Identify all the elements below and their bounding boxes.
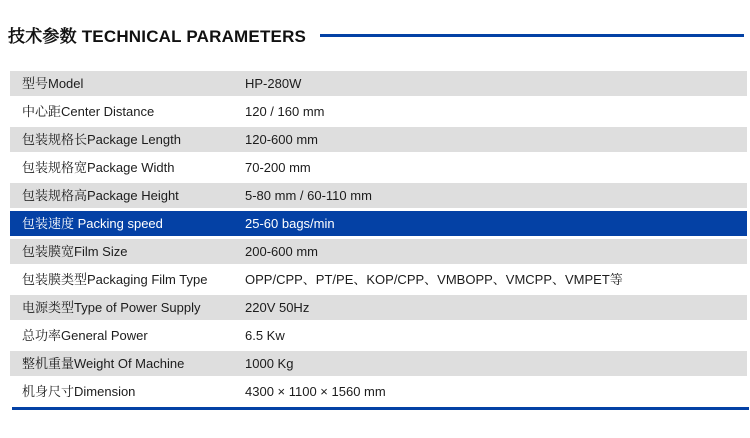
- page-title: 技术参数 TECHNICAL PARAMETERS: [8, 27, 307, 46]
- spec-value: 25-60 bags/min: [245, 216, 335, 231]
- table-row: [10, 379, 747, 404]
- table-row: [10, 183, 747, 208]
- spec-value: 5-80 mm / 60-110 mm: [245, 188, 372, 203]
- spec-label: 包装膜类型Packaging Film Type: [22, 272, 208, 287]
- spec-value: 6.5 Kw: [245, 328, 285, 343]
- table-row: [10, 323, 747, 348]
- table-row-highlighted: [10, 211, 747, 236]
- spec-label: 机身尺寸Dimension: [22, 384, 136, 399]
- table-bottom-line: [12, 407, 749, 410]
- spec-label: 中心距Center Distance: [22, 104, 155, 119]
- spec-label: 包装膜宽Film Size: [22, 244, 128, 259]
- spec-label: 包装规格长Package Length: [22, 132, 181, 147]
- spec-value: 120-600 mm: [245, 132, 318, 147]
- table-row: [10, 127, 747, 152]
- spec-value: 220V 50Hz: [245, 300, 310, 315]
- table-row: [10, 267, 747, 292]
- table-row: [10, 239, 747, 264]
- spec-value: OPP/CPP、PT/PE、KOP/CPP、VMBOPP、VMCPP、VMPET等: [245, 272, 623, 287]
- spec-value: 1000 Kg: [245, 356, 294, 371]
- spec-value: 4300 × 1100 × 1560 mm: [245, 384, 386, 399]
- spec-label: 包装速度 Packing speed: [22, 216, 163, 231]
- spec-value: 120 / 160 mm: [245, 104, 325, 119]
- spec-label: 包装规格宽Package Width: [22, 160, 175, 175]
- spec-label: 电源类型Type of Power Supply: [22, 300, 201, 315]
- spec-table: [10, 71, 747, 410]
- spec-value: 200-600 mm: [245, 244, 318, 259]
- spec-label: 总功率General Power: [22, 328, 148, 343]
- table-row: [10, 295, 747, 320]
- spec-label: 包装规格高Package Height: [22, 188, 179, 203]
- spec-label: 整机重量Weight Of Machine: [22, 356, 185, 371]
- spec-value: 70-200 mm: [245, 160, 311, 175]
- spec-value: HP-280W: [245, 76, 302, 91]
- spec-label: 型号Model: [22, 76, 84, 91]
- table-row: [10, 155, 747, 180]
- section-header: [8, 22, 746, 47]
- table-row: [10, 99, 747, 124]
- title-divider-line: [320, 34, 744, 37]
- table-row: [10, 71, 747, 96]
- table-row: [10, 351, 747, 376]
